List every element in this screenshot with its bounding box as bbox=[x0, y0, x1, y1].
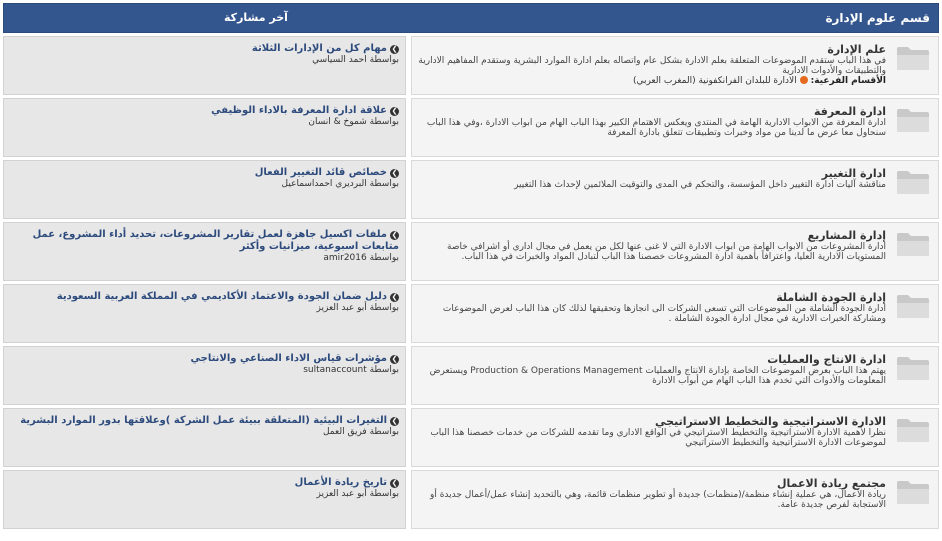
last-post-author: بواسطة أبو عبد العزيز bbox=[316, 303, 399, 313]
forum-info bbox=[411, 408, 939, 467]
forum-info bbox=[411, 160, 939, 219]
last-post-title[interactable]: مؤشرات قياس الاداء الصناعي والانتاجي bbox=[190, 353, 387, 364]
last-post-cell bbox=[3, 284, 406, 343]
last-post-title[interactable]: تاريخ ريادة الأعمال bbox=[294, 477, 387, 488]
forum-info bbox=[411, 36, 939, 95]
forum-title[interactable]: إدارة المشاريع bbox=[807, 229, 886, 242]
forum-title[interactable]: ادارة التغيير bbox=[821, 167, 886, 180]
forum-info bbox=[411, 98, 939, 157]
forum-description-block bbox=[416, 56, 886, 86]
go-to-post-icon[interactable]: ❯ bbox=[391, 107, 398, 115]
last-post-title[interactable]: علاقة ادارة المعرفة بالاداء الوظيفي bbox=[211, 105, 387, 116]
forum-info bbox=[411, 222, 939, 281]
last-post-cell bbox=[3, 98, 406, 157]
last-post-author: بواسطة فريق العمل bbox=[322, 427, 399, 437]
subforum-status-icon bbox=[800, 76, 808, 84]
folder-icon bbox=[896, 169, 930, 195]
last-post-cell bbox=[3, 36, 406, 95]
forum-description-block bbox=[416, 118, 886, 138]
last-post-author: بواسطة sultanaccount bbox=[303, 365, 399, 375]
forum-description: ادارة الجودة الشاملة من الموضوعات التي تسعى الشركات الى انجازها وتحقيقها لذلك كان هذا الباب لعرض الموضوعات ومشاركة الخبرات الادارية في مجال ادارة الجودة الشاملة . bbox=[442, 304, 886, 324]
go-to-post-icon[interactable]: ❯ bbox=[391, 45, 398, 53]
last-post-cell bbox=[3, 470, 406, 529]
forum-description-block bbox=[416, 366, 886, 386]
forum-row bbox=[3, 284, 939, 343]
subforum-link[interactable]: الادارة للبلدان الفرانكفونية (المغرب العربي) bbox=[632, 76, 797, 86]
forum-description-block bbox=[416, 304, 886, 324]
folder-icon bbox=[896, 107, 930, 133]
forum-description: ادارة المعرفة من الابواب الادارية الهامة في المنتدى ويعكس الاهتمام الكبير بهذا الباب الهام من ابواب الادارة ،وفي هذا الباب سنحاول معا عرض ما لدينا من مواد وخبرات وتطبيقات تتعلق بادارة المعرفة bbox=[426, 118, 886, 138]
subforums bbox=[416, 76, 886, 86]
last-post-author: بواسطة البرديري احمداسماعيل bbox=[281, 179, 399, 189]
forum-row bbox=[3, 98, 939, 157]
forum-title[interactable]: علم الإدارة bbox=[827, 43, 886, 56]
forum-row bbox=[3, 160, 939, 219]
folder-icon bbox=[896, 45, 930, 71]
forum-description-block bbox=[416, 180, 886, 190]
last-post-title[interactable]: خصائص قائد التغيير الفعال bbox=[254, 167, 387, 178]
forum-title[interactable]: ادارة الانتاج والعمليات bbox=[767, 353, 886, 366]
forum-section bbox=[3, 3, 939, 529]
section-title[interactable]: قسم علوم الإدارة bbox=[825, 11, 930, 25]
go-to-post-icon[interactable]: ❯ bbox=[391, 293, 398, 301]
forum-description-block bbox=[416, 490, 886, 510]
go-to-post-icon[interactable]: ❯ bbox=[391, 231, 398, 239]
forum-description: في هذا الباب ستقدم الموضوعات المتعلقة بعلم الادارة بشكل عام واتصاله بعلم ادارة الموارد البشرية وستقدم المفاهيم الادارية والتطبيقات والأدوات الادارية bbox=[418, 56, 886, 76]
last-post-title[interactable]: ملفات اكسيل جاهزة لعمل تقارير المشروعات، تحديد أداء المشروع، عمل متابعات اسبوعية، ميزانيات وأكثر bbox=[32, 229, 399, 252]
forum-description: ريادة الأعمال، هي عملية إنشاء منظمة/(منظمات) جديدة أو تطوير منظمات قائمة، وهي بالتحديد إنشاء عمل/أعمال جديدة أو الاستجابة لفرص جديدة عامة. bbox=[429, 490, 886, 510]
forum-row bbox=[3, 346, 939, 405]
last-post-author: بواسطة احمد السياسي bbox=[312, 55, 399, 65]
go-to-post-icon[interactable]: ❯ bbox=[391, 417, 398, 425]
last-post-title[interactable]: التغيرات البيئية (المتعلقة ببيئة عمل الشركة )وعلاقتها بدور الموارد البشرية bbox=[20, 415, 387, 426]
forum-info bbox=[411, 284, 939, 343]
last-post-author: بواسطة amir2016 bbox=[323, 253, 399, 263]
forum-description: نظرا لأهمية الادارة الاستراتيجية والتخطيط الاستراتيجي في الواقع الاداري وما تقدمه للشركات من خدمات خصصنا هذا الباب لموضوعات الادارة الاستراتيجية والتخطيط الاستراتيجي bbox=[430, 428, 886, 448]
last-post-cell bbox=[3, 160, 406, 219]
forum-description: مناقشة آليات ادارة التغيير داخل المؤسسة، والتحكم في المدى والتوقيت الملائمين لإحداث هذا التغيير bbox=[514, 180, 886, 190]
forum-title[interactable]: مجتمع ريادة الاعمال bbox=[776, 477, 886, 490]
folder-icon bbox=[896, 417, 930, 443]
last-post-cell bbox=[3, 408, 406, 467]
forum-description: ادارة المشروعات من الابواب الهامة من ابواب الادارة التي لا غنى عنها لكل من يعمل في مجال اداري أو اشرافي خاصة المستويات الادارية العليا، واعترافاً بأهمية ادارة المشروعات خصصنا هذا الباب لتبادل المواد والخبرات في هذا الباب. bbox=[447, 242, 886, 262]
last-post-title[interactable]: دليل ضمان الجودة والاعتماد الأكاديمي في المملكة العربية السعودية bbox=[56, 291, 387, 302]
forum-description: يهتم هذا الباب بعرض الموضوعات الخاصة بإدارة الانتاج والعمليات Production & Operations Management ويستعرض المعلومات والأدوات التي تخدم هذا الباب الهام من أبواب الادارة bbox=[429, 366, 886, 386]
forum-row bbox=[3, 36, 939, 95]
forum-info bbox=[411, 346, 939, 405]
forum-title[interactable]: ادارة المعرفة bbox=[813, 105, 886, 118]
last-post-cell bbox=[3, 222, 406, 281]
folder-icon bbox=[896, 479, 930, 505]
subforums-label: الأقسام الفرعية: bbox=[810, 76, 886, 86]
forum-row bbox=[3, 222, 939, 281]
go-to-post-icon[interactable]: ❯ bbox=[391, 479, 398, 487]
section-header bbox=[3, 3, 939, 33]
folder-icon bbox=[896, 355, 930, 381]
last-post-column-label: آخر مشاركة bbox=[224, 11, 288, 24]
forum-row bbox=[3, 408, 939, 467]
forum-info bbox=[411, 470, 939, 529]
forum-description-block bbox=[416, 428, 886, 448]
forum-title[interactable]: الادارة الاستراتيجية والتخطيط الاستراتيجي bbox=[655, 415, 886, 428]
forum-title[interactable]: إدارة الجودة الشاملة bbox=[776, 291, 886, 304]
folder-icon bbox=[896, 293, 930, 319]
last-post-cell bbox=[3, 346, 406, 405]
folder-icon bbox=[896, 231, 930, 257]
go-to-post-icon[interactable]: ❯ bbox=[391, 355, 398, 363]
last-post-author: بواسطة شموخ & انسان bbox=[308, 117, 399, 127]
forum-description-block bbox=[416, 242, 886, 262]
forum-row bbox=[3, 470, 939, 529]
last-post-title[interactable]: مهام كل من الإدارات الثلاثة bbox=[251, 43, 387, 54]
go-to-post-icon[interactable]: ❯ bbox=[391, 169, 398, 177]
last-post-author: بواسطة أبو عبد العزيز bbox=[316, 489, 399, 499]
